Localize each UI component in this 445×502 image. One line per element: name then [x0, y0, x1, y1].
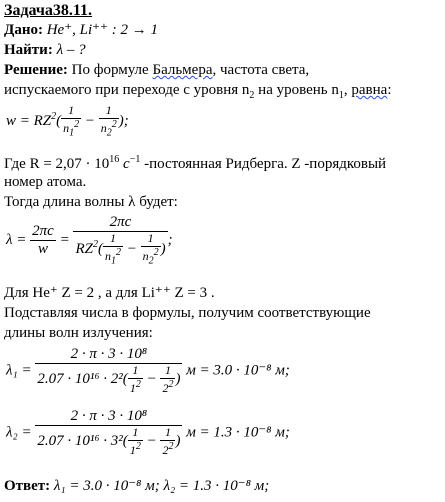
balmer-word: Бальмера — [152, 62, 213, 78]
formula-lambda: λ = $\frac{2\pi c}{w}$ = 2πc $RZ^2$( $\frac{1}{n_1^2}$ − $\frac{1}{n_2^2}$ ) ; — [6, 214, 173, 267]
task-title: Задача38.11. — [4, 2, 93, 19]
level-sub-1: 1 — [338, 90, 344, 101]
lambda1-result: м = 3.0 · 10⁻⁸ м; — [186, 362, 290, 379]
formula-w-suffix: ); — [118, 112, 129, 129]
lambda1-label: λ₁ = — [6, 362, 32, 379]
where-exp: 16 — [109, 154, 120, 165]
lambda-eq: = — [59, 231, 70, 248]
then-line: Тогда длина волны λ будет: — [4, 194, 178, 210]
find-line — [4, 42, 86, 59]
given-label: Дано: — [4, 22, 43, 38]
formula-w: $w = RZ^2$( $\frac{1}{n_1^2}$ − $\frac{1}{n_2^2}$ ); — [6, 103, 129, 139]
where-line-2: номер атома. — [4, 174, 87, 190]
formula-lambda1: λ₁ = 2 · π · 3 · 10⁸ 2.07 · 10¹⁶ · 2²( $\frac{1}{1^2}$ − $\frac{1}{2^2}$ ) м = 3.0 · 10⁻⁸ м; — [6, 346, 290, 396]
where-text-b: c — [119, 156, 130, 172]
lambda-semicolon: ; — [167, 231, 173, 248]
lambda2-label: λ₂ = — [6, 424, 32, 441]
formula-w-prefix: w = RZ — [6, 112, 52, 129]
level-sub-2: 2 — [249, 90, 255, 101]
solution-text-2b: на уровень n — [254, 82, 339, 98]
lambda2-den: 2.07 · 10¹⁶ · 3²( — [37, 433, 128, 450]
where-exp2: −1 — [129, 154, 141, 165]
answer-line — [4, 478, 269, 495]
lambda2-result: м = 1.3 · 10⁻⁸ м; — [186, 424, 290, 441]
lambda-den: w — [37, 240, 48, 257]
lambda-num: 2πc — [30, 223, 56, 241]
solution-text-1a: По формуле — [71, 62, 153, 78]
for-line: Для He⁺ Z = 2 , а для Li⁺⁺ Z = 3 . — [4, 285, 215, 301]
solution-text-2d: : — [387, 82, 392, 98]
answer-label: Ответ: — [4, 478, 51, 494]
solution-line-2 — [4, 82, 392, 102]
solution-line-1 — [4, 62, 309, 79]
equals-word: равна — [351, 82, 388, 98]
given-line — [4, 22, 158, 39]
where-text-a: Где R = 2,07 · 10 — [4, 156, 110, 172]
solution-label: Решение: — [4, 62, 68, 78]
lambda1-num: 2 · π · 3 · 10⁸ — [35, 346, 182, 364]
find-label: Найти: — [4, 42, 53, 58]
find-value: λ – ? — [56, 42, 86, 58]
subst-line-1: Подставляя числа в формулы, получим соответствующие — [4, 305, 371, 321]
lambda-prefix: λ = — [6, 231, 27, 248]
formula-lambda2: λ₂ = 2 · π · 3 · 10⁸ 2.07 · 10¹⁶ · 3²( $\frac{1}{1^2}$ − $\frac{1}{2^2}$ ) м = 1.3 · 10⁻⁸ м; — [6, 408, 290, 458]
lambda2-num: 2 · π · 3 · 10⁸ — [35, 408, 182, 426]
lambda-num2: 2πc — [73, 214, 167, 232]
given-value: He⁺, Li⁺⁺ : 2 → 1 — [46, 22, 158, 38]
where-text-c: -постоянная Ридберга. Z -порядковый — [140, 156, 387, 172]
answer-value: λ₁ = 3.0 · 10⁻⁸ м; λ₂ = 1.3 · 10⁻⁸ м; — [53, 478, 270, 494]
where-line-1 — [4, 154, 386, 173]
solution-text-2a: испускаемого при переходе с уровня n — [4, 82, 250, 98]
subst-line-2: длины волн излучения: — [4, 325, 153, 341]
solution-text-2c: , — [343, 82, 352, 98]
lambda1-den: 2.07 · 10¹⁶ · 2²( — [37, 371, 128, 388]
solution-text-1b: , частота света, — [212, 62, 310, 78]
